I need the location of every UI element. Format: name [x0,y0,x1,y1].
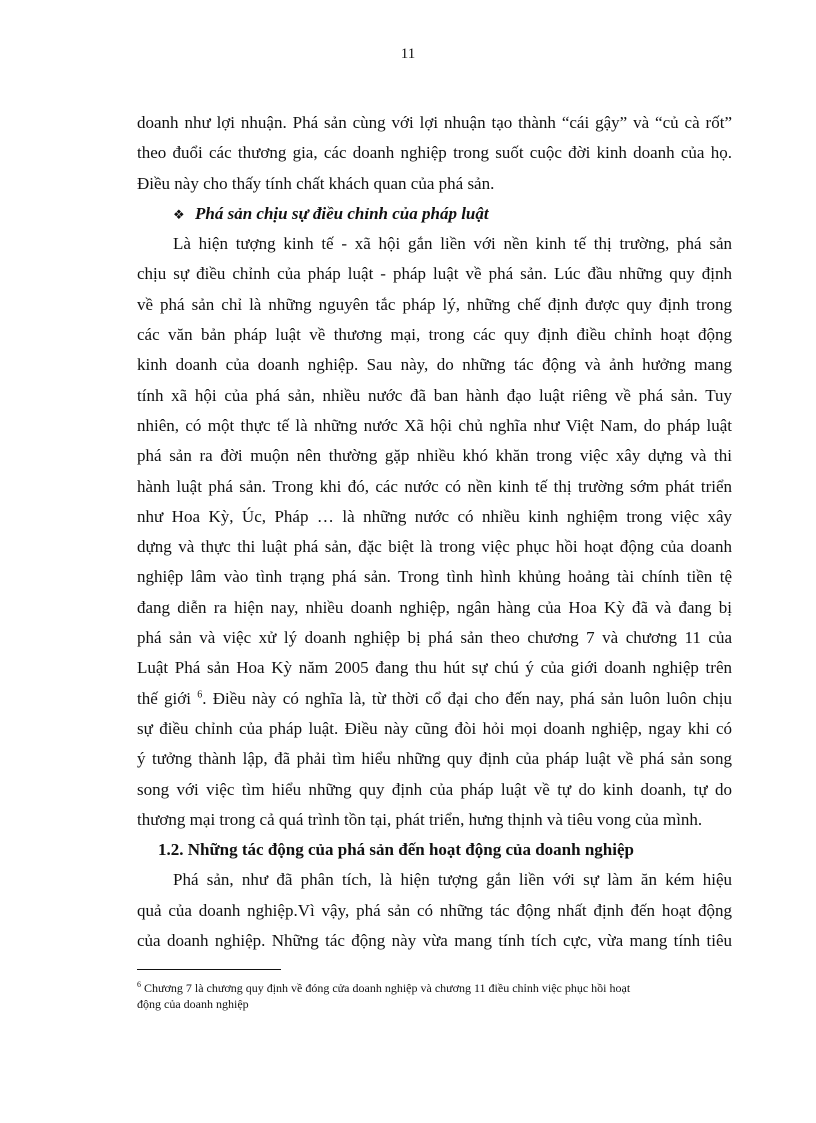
paragraph-line: về phá sản chỉ là những nguyên tắc pháp lý, những chế định được quy định trong [137,294,732,314]
paragraph-line: chịu sự điều chỉnh của pháp luật - pháp luật về phá sản. Lúc đầu những quy định [137,264,732,284]
paragraph-line: thương mại trong cả quá trình tồn tại, phát triển, hưng thịnh và tiêu vong của mình. [137,809,703,829]
paragraph-line: như Hoa Kỳ, Úc, Pháp … là những nước có nhiều kinh nghiệm trong việc xây [137,506,732,526]
footnote-line: động của doanh nghiệp [137,997,249,1011]
paragraph-line: dựng và thực thi luật phá sản, đặc biệt là trong việc phục hồi hoạt động của doanh [137,537,732,557]
footnote-text: Chương 7 là chương quy định về đóng cửa doanh nghiệp và chương 11 điều chỉnh việc phục hồi hoạt [141,981,631,995]
paragraph-line: nhiên, có một thực tế là những nước Xã hội chủ nghĩa như Việt Nam, do pháp luật [137,415,732,435]
paragraph-line: các văn bản pháp luật về thương mại, trong các quy định điều chỉnh hoạt động [137,325,732,345]
paragraph-line: doanh như lợi nhuận. Phá sản cùng với lợi nhuận tạo thành “cái gậy” và “củ cà rốt” [137,113,732,132]
paragraph-line: Là hiện tượng kinh tế - xã hội gắn liền với nền kinh tế thị trường, phá sản [173,234,732,254]
footnote-line [137,980,737,996]
footnote-number: 6 [137,980,141,989]
paragraph-line: nghiệp lâm vào tình trạng phá sản. Trong tình hình khủng hoảng tài chính tiền tệ [137,567,732,587]
section-heading-bold: 1.2. Những tác động của phá sản đến hoạt động của doanh nghiệp [158,840,634,860]
paragraph-line: song với việc tìm hiểu những quy định của pháp luật về tự do kinh doanh, tự do [137,779,732,799]
body-text [137,108,732,956]
section-heading-italic [137,199,732,229]
footnote-divider [137,969,281,970]
paragraph-line: đang diễn ra hiện nay, nhiều doanh nghiệp, ngân hàng của Hoa Kỳ đã và đang bị [137,597,732,617]
heading-text: Phá sản chịu sự điều chỉnh của pháp luật [195,203,489,223]
paragraph-line: Luật Phá sản Hoa Kỳ năm 2005 đang thu hút sự chú ý của giới doanh nghiệp trên [137,658,732,678]
paragraph-line: ý tưởng thành lập, đã phải tìm hiểu những quy định của pháp luật về phá sản song [137,749,732,769]
paragraph-line: theo đuổi các thương gia, các doanh nghiệp trong suốt cuộc đời kinh doanh của họ. [137,143,732,163]
paragraph-line: phá sản và việc xử lý doanh nghiệp bị phá sản theo chương 7 và chương 11 của [137,628,732,648]
paragraph-line: phá sản ra đời muộn nên thường gặp nhiều khó khăn trong việc xây dựng và thi [137,446,732,466]
page-number: 11 [400,46,416,62]
paragraph-line-with-footnote [137,684,732,714]
paragraph-line: Phá sản, như đã phân tích, là hiện tượng gắn liền với sự làm ăn kém hiệu [173,870,732,890]
paragraph-line: quả của doanh nghiệp.Vì vậy, phá sản có những tác động nhất định đến hoạt động [137,900,732,920]
footnote-reference[interactable]: 6 [197,688,203,700]
paragraph-line: kinh doanh của doanh nghiệp. Sau này, do những tác động và ảnh hưởng mang [137,355,732,375]
text-run: thế giới [137,688,191,708]
paragraph-line: hành luật phá sản. Trong khi đó, các nước có nền kinh tế thị trường sớm phát triển [137,476,732,496]
diamond-bullet-icon: ❖ [173,206,185,222]
paragraph-line: Điều này cho thấy tính chất khách quan của phá sản. [137,173,495,193]
footnote [137,980,737,1012]
paragraph-line: của doanh nghiệp. Những tác động này vừa mang tính tích cực, vừa mang tính tiêu [137,931,732,951]
paragraph-line: sự điều chỉnh của pháp luật. Điều này cũng đòi hỏi mọi doanh nghiệp, ngay khi có [137,718,732,738]
paragraph-line: tính xã hội của phá sản, nhiều nước đã ban hành đạo luật riêng về phá sản. Tuy [137,385,732,405]
text-run: . Điều này có nghĩa là, từ thời cổ đại cho đến nay, phá sản luôn luôn chịu [202,688,732,708]
